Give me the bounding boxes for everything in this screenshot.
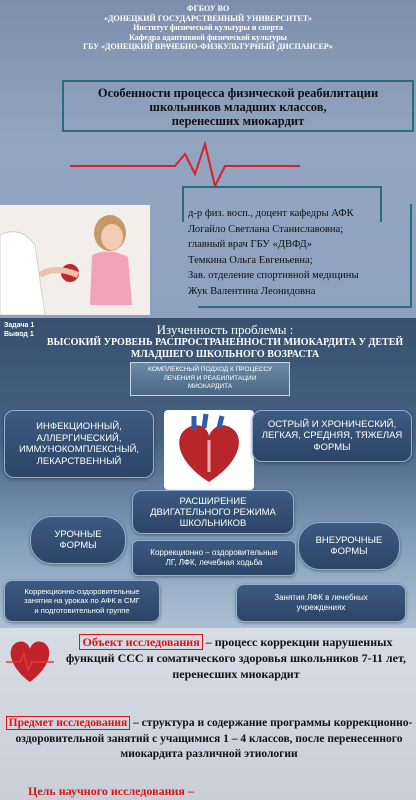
box-line: РАСШИРЕНИЕ — [179, 495, 247, 507]
object-text: – процесс коррекции нарушенных функций ССС и соматического здоровья школьников 7-11 лет, перенесших миокардит — [66, 635, 406, 681]
conclusion-label: Вывод 1 — [4, 331, 34, 338]
title-line: ВЫСОКИЙ УРОВЕНЬ РАСПРОСТРАНЕННОСТИ МИОКАРДИТА У ДЕТЕЙ — [46, 337, 404, 348]
research-subject — [4, 716, 414, 763]
title-frame — [62, 80, 414, 132]
author-line: Логайло Светлана Станиславовна; — [188, 223, 344, 235]
title-line: МЛАДШЕГО ШКОЛЬНОГО ВОЗРАСТА — [130, 349, 320, 360]
header-line: ФГБОУ ВО — [186, 4, 230, 13]
subject-label: Предмет исследования — [6, 716, 131, 730]
header-line: ГБУ «ДОНЕЦКИЙ ВРАЧЕБНО-ФИЗКУЛЬТУРНЫЙ ДИСПАНСЕР» — [83, 42, 333, 51]
research-object — [60, 634, 412, 682]
slide-research-object — [0, 628, 416, 800]
banner-line: МИОКАРДИТА — [187, 383, 233, 390]
author-line: д-р физ. восп., доцент кафедры АФК — [188, 208, 354, 219]
lesson-forms-box — [30, 516, 126, 564]
author-line: Зав. отделение спортивной медицины — [188, 270, 359, 281]
author-line: Жук Валентина Леонидовна — [188, 285, 316, 297]
author-line: главный врач ГБУ «ДВФД» — [188, 239, 312, 250]
box-line: ДВИГАТЕЛЬНОГО РЕЖИМА — [150, 506, 276, 518]
heart-icon — [4, 632, 56, 688]
box-line: занятия на уроках по АФК в СМГ — [24, 596, 140, 606]
box-line: ИНФЕКЦИОННЫЙ, — [36, 421, 122, 432]
subject-text: – структура и содержание программы коррекционно-оздоровительной занятий с учащимися 1 – 4 классов, после перенесенного миокардита различной этиологии — [15, 717, 413, 760]
title-line: Особенности процесса физической реабилитации — [97, 86, 379, 100]
banner-line: ЛЕЧЕНИЯ И РЕАБИЛИТАЦИИ — [163, 374, 257, 382]
box-line: учреждениях — [296, 603, 346, 612]
extracurricular-forms-box — [298, 522, 400, 570]
header-line: «ДОНЕЦКИЙ ГОСУДАРСТВЕННЫЙ УНИВЕРСИТЕТ» — [103, 13, 313, 23]
heart-anatomy-icon — [164, 410, 254, 490]
lfk-box — [236, 584, 406, 622]
motor-regime-box — [132, 490, 294, 534]
banner-line: КОМПЛЕКСНЫЙ ПОДХОД К ПРОЦЕССУ — [148, 366, 272, 373]
authors-list — [188, 206, 414, 299]
box-line: АЛЛЕРГИЧЕСКИЙ, — [36, 432, 122, 444]
header-line: Кафедра адаптивной физической культуры — [129, 32, 287, 42]
classes-box — [4, 580, 160, 622]
box-line: ЛЕКАРСТВЕННЫЙ — [36, 455, 122, 467]
box-line: и подготовительной группе — [34, 605, 130, 615]
slide-title — [0, 0, 416, 318]
box-line: ЛГ, ЛФК, лечебная ходьба — [165, 558, 263, 567]
title-line: школьников младших классов, — [149, 100, 327, 114]
slide2-title — [40, 322, 410, 361]
box-line: ФОРМЫ — [330, 546, 368, 557]
complex-approach-banner — [130, 362, 290, 396]
box-line: ЛЕГКАЯ, СРЕДНЯЯ, ТЯЖЕЛАЯ — [261, 430, 403, 442]
box-line: УРОЧНЫЕ — [54, 529, 102, 540]
box-line: Коррекционно – оздоровительные — [150, 548, 278, 557]
forms-box — [252, 410, 412, 462]
box-line: ФОРМЫ — [313, 441, 351, 453]
box-line: ФОРМЫ — [59, 540, 97, 551]
causes-box — [4, 410, 154, 478]
ecg-line-icon — [0, 140, 416, 190]
header-line: Институт физической культуры и спорта — [133, 23, 283, 32]
author-line: Темкина Ольга Евгеньевна; — [188, 254, 313, 266]
correction-box — [132, 540, 296, 576]
box-line: ШКОЛЬНИКОВ — [179, 517, 247, 529]
task-label: Задача 1 — [4, 322, 35, 329]
box-line: ОСТРЫЙ И ХРОНИЧЕСКИЙ, — [267, 418, 397, 430]
box-line: ИММУНОКОМПЛЕКСНЫЙ, — [18, 444, 140, 455]
research-goal-label: Цель научного исследования – — [28, 784, 194, 798]
box-line: Коррекционно-оздоровительные — [24, 586, 140, 596]
institution-header — [0, 4, 416, 52]
presentation-title — [64, 86, 412, 128]
box-line: ВНЕУРОЧНЫЕ — [315, 535, 383, 546]
slide-problem-study — [0, 318, 416, 628]
box-line: Занятия ЛФК в лечебных — [274, 593, 368, 602]
title-line: Изученность проблемы : — [156, 322, 294, 337]
object-label: Объект исследования — [79, 634, 202, 650]
doctor-child-photo — [0, 205, 150, 315]
title-line: перенесших миокардит — [171, 114, 305, 128]
